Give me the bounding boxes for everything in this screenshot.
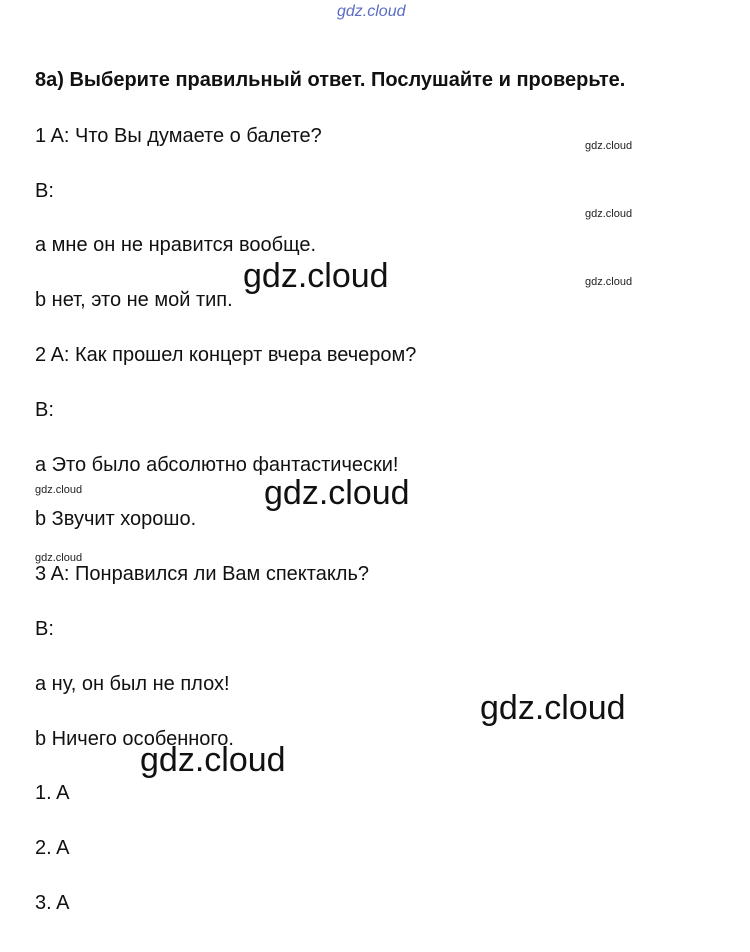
- dialogue-2-question: 2 A: Как прошел концерт вчера вечером?: [35, 344, 417, 366]
- watermark-small: gdz.cloud: [585, 276, 633, 288]
- watermark-large: gdz.cloud: [264, 474, 410, 512]
- dialogue-3-option-a: a ну, он был не плох!: [35, 673, 230, 695]
- dialogue-1-option-b: b нет, это не мой тип.: [35, 289, 233, 311]
- dialogue-1-b-label: B:: [35, 180, 54, 202]
- watermark-large: gdz.cloud: [243, 257, 389, 295]
- watermark-small: gdz.cloud: [35, 552, 83, 564]
- answer-3: 3. A: [35, 892, 70, 914]
- watermark-small: gdz.cloud: [585, 208, 633, 220]
- exercise-heading: 8a) Выберите правильный ответ. Послушайте и проверьте.: [35, 69, 626, 91]
- watermark-small: gdz.cloud: [585, 140, 633, 152]
- dialogue-3-option-b: b Ничего особенного.: [35, 728, 234, 750]
- answer-2: 2. A: [35, 837, 70, 859]
- dialogue-2-option-b: b Звучит хорошо.: [35, 508, 197, 530]
- dialogue-3-question: 3 A: Понравился ли Вам спектакль?: [35, 563, 370, 585]
- answer-1: 1. A: [35, 782, 70, 804]
- watermark-top: gdz.cloud: [337, 3, 406, 20]
- watermark-small: gdz.cloud: [35, 484, 83, 496]
- watermark-large: gdz.cloud: [480, 689, 626, 727]
- watermark-large: gdz.cloud: [140, 741, 286, 779]
- dialogue-1-option-a: a мне он не нравится вообще.: [35, 234, 317, 256]
- dialogue-2-b-label: B:: [35, 399, 54, 421]
- dialogue-1-question: 1 A: Что Вы думаете о балете?: [35, 125, 322, 147]
- dialogue-3-b-label: B:: [35, 618, 54, 640]
- dialogue-2-option-a: a Это было абсолютно фантастически!: [35, 454, 399, 476]
